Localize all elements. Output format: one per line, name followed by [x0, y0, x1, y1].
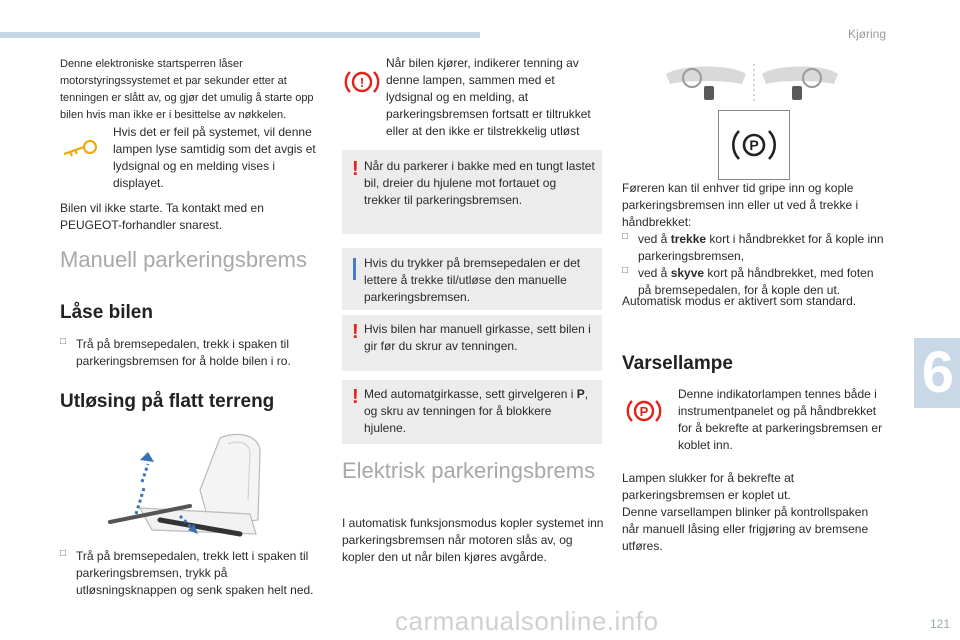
note-box-manual [342, 315, 602, 371]
electric-brake-heading: Elektrisk parkeringsbrems [342, 458, 596, 483]
pull-item [622, 231, 884, 265]
steering-wheel-illustration [662, 62, 842, 109]
square-bullet-icon: □ [622, 231, 629, 242]
note-manual-text: Hvis bilen har manuell girkasse, sett bilen i gir før du skrur av tenningen. [364, 322, 591, 353]
handbrake-illustration [100, 430, 300, 545]
note-pedal-text: Hvis du trykker på bremsepedalen er det lettere å trekke til/utløse den manuelle parkeringsbremsen. [364, 256, 581, 304]
release-heading: Utløsing på flatt terreng [60, 391, 275, 412]
svg-text:!: ! [359, 75, 365, 90]
electric-brake-text: I automatisk funksjonsmodus kopler systemet inn parkeringsbremsen når motoren slås av, og kopler den ut når bilen kjøres avgårde. [342, 516, 604, 564]
warning-mark-icon: ! [352, 321, 359, 343]
brake-warning-icon [344, 68, 380, 101]
parking-brake-button-icon [718, 110, 790, 180]
square-bullet-icon: □ [60, 548, 67, 559]
section-title: Kjøring [847, 27, 886, 41]
no-start-text: Bilen vil ikke starte. Ta kontakt med en PEUGEOT-forhandler snarest. [60, 201, 264, 232]
auto-mode-text: Automatisk modus er aktivert som standard. [622, 294, 857, 308]
pull-text: ved å trekke kort i håndbrekket for å kople inn parkeringsbremsen, [638, 232, 884, 263]
chapter-number: 6 [921, 340, 954, 405]
warning-mark-icon: ! [352, 158, 359, 180]
lamp-off-text: Lampen slukker for å bekrefte at parkeringsbremsen er koplet ut. [622, 471, 795, 502]
driving-warning-text: Når bilen kjører, indikerer tenning av denne lampen, sammen med et lydsignal og en melding, at parkeringsbremsen fortsatt er tiltrukket eller at den ikke er tilstrekkelig utløst [386, 56, 591, 138]
parking-brake-red-icon [624, 396, 664, 431]
warning-lamp-heading: Varsellampe [622, 353, 733, 374]
svg-text:P: P [639, 404, 649, 419]
lamp-blink-text: Denne varsellampen blinker på kontrollspaken når manuell låsing eller frigjøring av bremsene utføres. [622, 505, 869, 553]
warning-lamp-text: Denne indikatorlampen tennes både i instrumentpanelet og på håndbrekket for å bekrefte at parkeringsbremsen er koblet inn. [678, 387, 883, 452]
lock-heading: Låse bilen [60, 302, 153, 323]
note-box-pedal [342, 248, 602, 310]
lock-item [60, 336, 322, 370]
push-text: ved å skyve kort på håndbrekket, med foten på bremsepedalen, for å kople den ut. [638, 266, 874, 297]
note-box-auto [342, 380, 602, 444]
warning-mark-icon: ! [352, 386, 359, 408]
lock-text: Trå på bremsepedalen, trekk i spaken til parkeringsbremsen for å holde bilen i ro. [76, 337, 291, 368]
note-auto-text: Med automatgirkasse, sett girvelgeren i P, og skru av tenningen for å blokkere hjulene. [364, 387, 589, 435]
note-hill-text: Når du parkerer i bakke med en tungt lastet bil, dreier du hjulene mot fortauet og trekker til parkeringsbremsen. [364, 159, 595, 207]
release-text: Trå på bremsepedalen, trekk lett i spaken til parkeringsbremsen, trykk på utløsningsknappen og senk spaken helt ned. [76, 549, 314, 597]
svg-text:P: P [749, 137, 759, 153]
watermark: carmanualsonline.info [395, 606, 659, 636]
manual-brake-heading: Manuell parkeringsbrems [60, 247, 307, 272]
note-box-hill [342, 150, 602, 234]
immobiliser-intro: Denne elektroniske startsperren låser motorstyringssystemet et par sekunder etter at tenningen er slått av, og gjør det umulig å starte opp bilen hvis man ikke er i besittelse av nøkkelen. [60, 58, 314, 121]
info-mark-icon [353, 258, 356, 280]
square-bullet-icon: □ [622, 265, 629, 276]
header-bar [0, 32, 480, 38]
driver-intervention-text: Føreren kan til enhver tid gripe inn og kople parkeringsbremsen inn eller ut ved å trekke i håndbrekket: [622, 181, 859, 229]
release-item [60, 548, 322, 599]
key-warning-text: Hvis det er feil på systemet, vil denne lampen lyse samtidig som det avgis et lydsignal og en melding vises i displayet. [113, 125, 316, 190]
page-number: 121 [929, 617, 950, 631]
key-icon [62, 138, 102, 163]
square-bullet-icon: □ [60, 336, 67, 347]
